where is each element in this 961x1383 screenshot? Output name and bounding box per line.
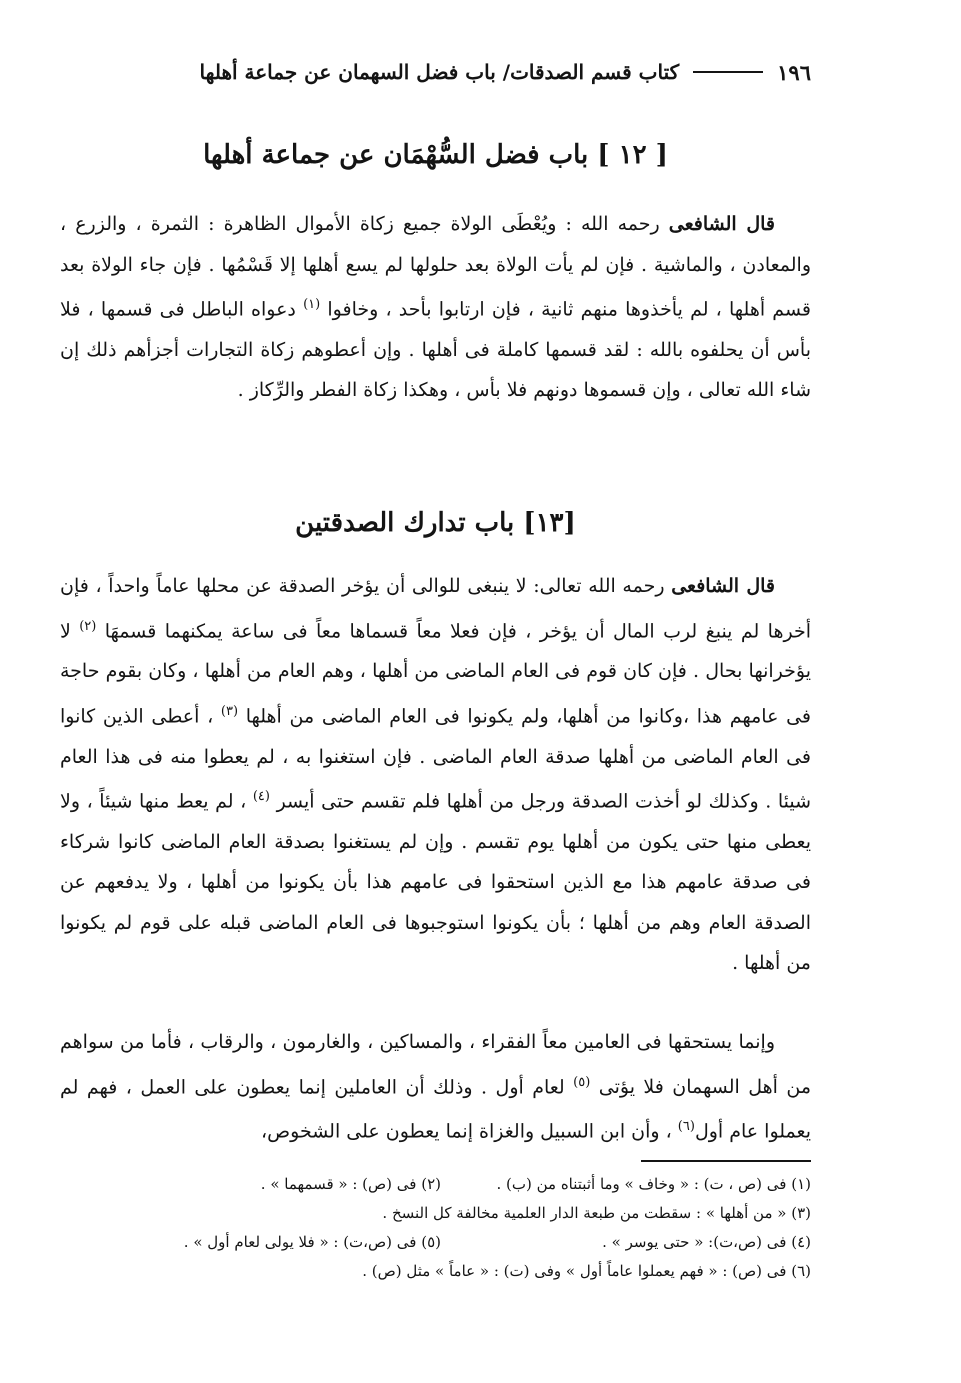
page-number: ١٩٦ (777, 59, 811, 85)
running-title: كتاب قسم الصدقات/ باب فضل السهمان عن جماعة أهلها (199, 60, 680, 84)
section-13-body (60, 566, 811, 984)
paragraph-text: ، لم يعط منها شيئاً ، ولا يعطى منها حتى يكون من أهلها يوم تقسم . وإن لم يستغنوا بصدقة العام الماضى كانوا شركاء فى صدقة عامهم هذا مع الذين استحقوا فى عامهم هذا بأن يكونوا من أهلها ، ولا يدفعهم عن الصدقة العام وهم من أهلها ؛ بأن يكونوا استوجبوها فى العام الماضى قبله على قوم لم يكونوا من أهلها . (60, 790, 811, 975)
footnote (60, 1257, 441, 1286)
paragraph-lead: قال الشافعى (671, 575, 775, 597)
footnote-ref: (٣) (220, 703, 239, 719)
footnote-row (60, 1170, 811, 1199)
section-heading-13: [١٣] باب تدارك الصدقتين (295, 508, 576, 538)
footnote-ref: (١) (303, 297, 321, 312)
paragraph-text: وإنما يستحقها فى العامين معاً الفقراء ، والمساكين ، والغارمون ، والرقاب ، فأما من سواهم من أهل السهمان فلا يؤتى (60, 1031, 812, 1098)
footnote: (٦) فى (ص) : « فهم يعملوا عاماً أول » وفى (ت) : « عاماً » مثل (ص) . (362, 1262, 811, 1280)
footnote-row (60, 1228, 811, 1257)
section-heading-12: [ ١٢ ] باب فضل السُّهْمَان عن جماعة أهلها (203, 140, 668, 170)
footnote-row (60, 1257, 811, 1286)
paragraph-text: لا يؤخرانها بحال . فإن كان قوم فى العام الماضى من أهلها ، وهم العام من أهلها ، وكان بقوم حاجة فى عامهم هذا ،وكانوا من أهلها، ولم يكونوا فى العام الماضى من أهلها (60, 619, 811, 728)
paragraph-text: لعام أول . وذلك أن العاملين إنما يعطون على العمل ، فهم لم يعملوا عام أول (60, 1075, 811, 1143)
footnotes (60, 1170, 811, 1286)
footnote-ref: (٤) (252, 789, 270, 805)
paragraph-lead: قال الشافعى (668, 213, 775, 235)
section-13-body-continued (60, 1022, 811, 1152)
footnote: (١) فى (ص ، ت) : « وخاف » وما أثبتناه من (ب) . (496, 1175, 811, 1193)
footnote: (٤) فى (ص،ت): « حتى يوسر » . (602, 1233, 811, 1251)
section-12-body (60, 204, 811, 411)
footnote-row (60, 1199, 811, 1228)
paragraph (60, 566, 811, 984)
paragraph-text: رحمه الله تعالى: لا ينبغى للوالى أن يؤخر الصدقة عن محلها عاماً واحداً ، فإن أخرها لم ينبغ لرب المال أن يؤخر ، فإن فعلا معاً قسماها معاً فى ساعة يمكنهما قسمهَا (60, 575, 811, 642)
running-header (60, 52, 811, 92)
paragraph-text: ، وأن ابن السبيل والغزاة إنما يعطون على الشخوص، (261, 1120, 678, 1143)
paragraph (60, 204, 811, 411)
paragraph-text: دعواه الباطل فى قسمها ، فلا بأس أن يحلفوه بالله : لقد قسمها كاملة فى أهلها . وإن أعطوهم زكاة التجارات أجزأهم ذلك إن شاء الله تعالى ، وإن قسموها دونهم فلا بأس ، وهكذا زكاة الفطر والرِّكاز . (60, 298, 811, 402)
header-rule (693, 71, 763, 73)
footnote-rule (641, 1160, 811, 1162)
paragraph (60, 1022, 811, 1152)
paragraph-text: رحمه الله : ويُعْطَى الولاة جميع زكاة الأموال الظاهرة : الثمرة ، والزرع ، والمعادن ، والماشية . فإن لم يأت الولاة بعد حلولها لم يسع أهلها إلا قَسْمُها . فإن جاء الولاة بعد قسم أهلها ، لم يأخذوها منهم ثانية ، فإن ارتابوا بأحد ، وخافوا (60, 213, 811, 321)
footnote-ref: (٢) (79, 618, 97, 634)
footnote: (٥) فى (ص،ت) : « فلا يولى لعام أول » . (183, 1233, 441, 1251)
footnote: (٣) « من أهلها » : سقطت من طبعة الدار العلمية مخالفة كل النسخ . (382, 1204, 811, 1222)
footnote-ref: (٦) (677, 1119, 695, 1135)
footnote: (٢) فى (ص) : « قسمهما » . (260, 1175, 441, 1193)
footnote-ref: (٥) (573, 1074, 591, 1090)
paragraph-text: ، أعطى الذين كانوا فى العام الماضى من أهلها صدقة العام الماضى . فإن استغنوا به ، لم يعطوا منه فى هذا العام شيئا . وكذلك لو أخذت الصدقة ورجل من أهلها فلم تقسم حتى أيسر (60, 705, 811, 813)
footnote (60, 1199, 441, 1228)
